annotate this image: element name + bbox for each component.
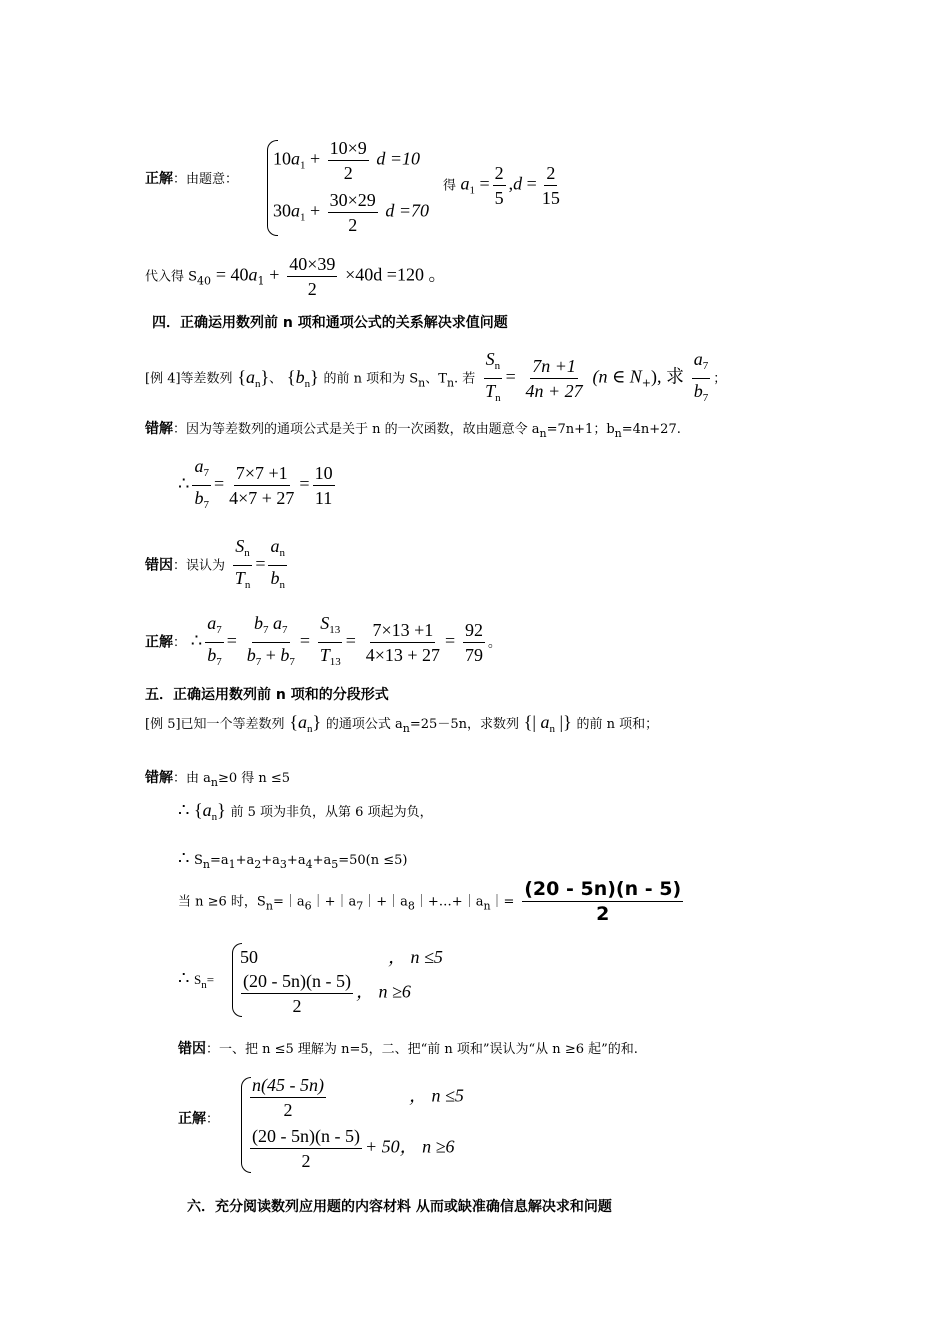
system-result: 得 $a_1$ = $\frac{2}{5}$ ,d = $\frac{2}{15}$	[443, 163, 560, 208]
heading-6: 六．充分阅读数列应用题的内容材料 从而或缺准确信息解决求和问题	[187, 1199, 612, 1215]
wrong5-line3: ∴ $S_n=a_1+a_2+a_3+a_4+a_5=50(n \le 5)$	[178, 848, 408, 871]
wrong5-case1: 50 ， n ≤5	[240, 947, 443, 967]
wrong5-line2: ∴ $\{a_n\}$ 前 5 项为非负，从第 6 项起为负，	[178, 800, 433, 823]
wrong-solution-5: 错解：由 $a_n\ge 0$ 得 n ≤5	[145, 770, 291, 789]
example-5: [例 5]已知一个等差数列 $\{a_n\}$ 的通项公式 $a_n=25-5n$，求数列 {| $a_n$ |} 的前 n 项和；	[145, 712, 659, 735]
right5-case2: $\frac{(20 - 5n)(n - 5)}{2}$ + 50， n ≥6	[252, 1126, 455, 1171]
wrong5-therefore: ∴ $S_n=$	[178, 968, 215, 991]
cause-5: 错因：一、把 n ≤5 理解为 n=5，二、把“前 n 项和”误认为“从 n ≥6 起”的和.	[178, 1041, 638, 1057]
system-eq-2: $30a_1$ + $\frac{30\times 29}{2}$ d =70	[273, 190, 429, 235]
system-eq-1: $10a_1$ + $\frac{10\times 9}{2}$ d =10	[273, 138, 420, 183]
right5-case1: $\frac{n(45 - 5n)}{2}$ ， n ≤5	[252, 1075, 464, 1120]
wrong-solution-4: 错解：因为等差数列的通项公式是关于 n 的一次函数，故由题意令 $a_n=7n+1$；$b_n=4n+27$.	[145, 421, 681, 440]
right-solution-4: 正解： ∴ $\frac{a_7}{b_7}$ = $\frac{b_7 a_7}{b_7 + b_7}$ = $\frac{S_{13}}{T_{13}}$ = $\frac{7\times 13 +1}{4\times 13 + 27}$ = $\frac{92}{79}$ 。	[145, 613, 501, 668]
solution-label-1: 正解：由题意：	[145, 171, 239, 187]
wrong5-line4: 当 n ≥6 时，$S_n=|a_6|+|a_7|+|a_8|+\dots+|a_n|=$ $\frac{(20 - 5n)(n - 5)}{2}$	[178, 878, 682, 925]
cause-4: 错因：误认为 $\frac{S_n}{T_n}$ = $\frac{a_n}{b_n}$	[145, 536, 285, 591]
heading-5: 五．正确运用数列前 n 项和的分段形式	[145, 687, 389, 703]
right-solution-5-label: 正解：	[178, 1111, 220, 1127]
wrong5-case2: $\frac{(20 - 5n)(n - 5)}{2}$ ， n ≥6	[243, 971, 411, 1016]
example-4: [例 4]等差数列 $\{a_n\}$、 $\{b_n\}$ 的前 n 项和为 $S_n$、$T_n$. 若 $\frac{S_n}{T_n}$ = $\frac{7n +1}{4n + 27}$ (n ∈ $N_+$), 求 $\frac{a_7}{b_7}$ ；	[145, 349, 727, 404]
wrong-calc-4: ∴ $\frac{a_7}{b_7}$ = $\frac{7\times 7 +1}{4\times 7 + 27}$ = $\frac{10}{11}$	[178, 456, 333, 511]
heading-4: 四．正确运用数列前 n 项和通项公式的关系解决求值问题	[152, 315, 508, 331]
substitute-line: 代入得 $S_{40} = 40a_1$ + $\frac{40\times 39}{2}$ ×40d =120 。	[145, 254, 447, 299]
